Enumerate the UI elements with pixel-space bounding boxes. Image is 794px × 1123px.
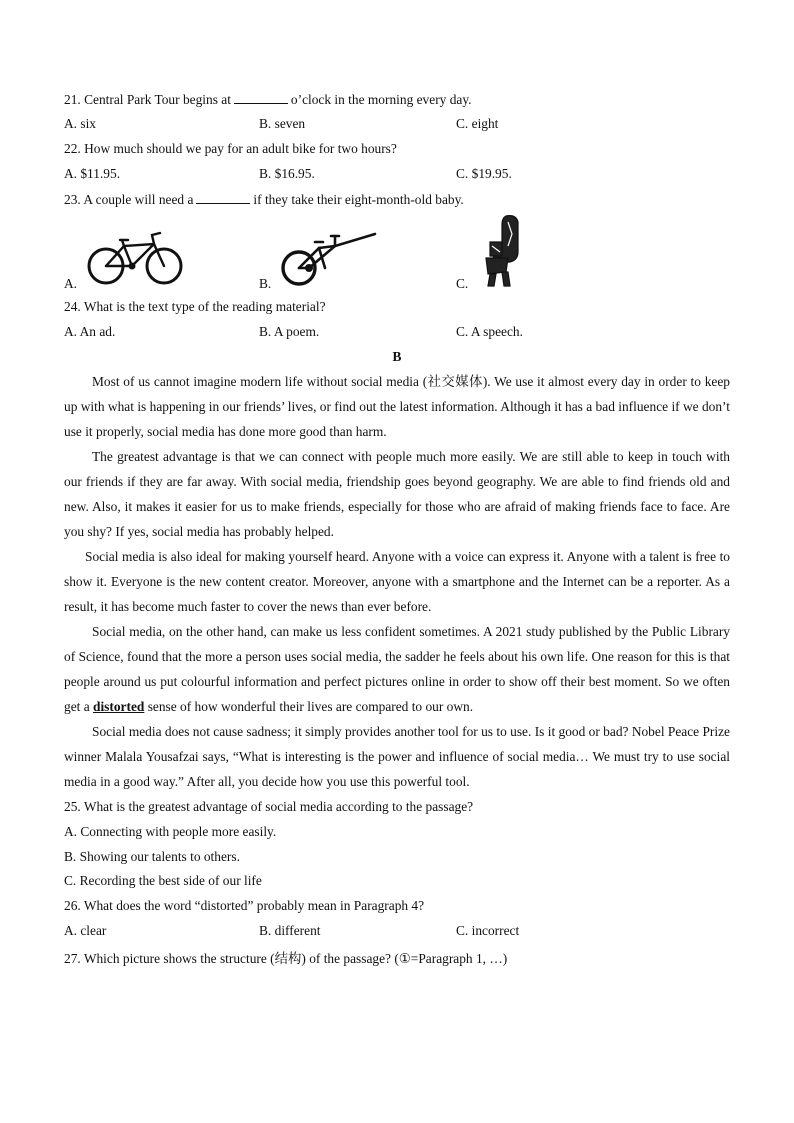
q26-option-b: B. different <box>259 923 321 938</box>
q25-option-a: A. Connecting with people more easily. <box>64 824 277 839</box>
passage-paragraph-3: Social media is also ideal for making yourself heard. Anyone with a voice can express it. Anyone with a talent is free to show it. Everyone is the new content creator. Moreover, anyone with a smartphone and the Internet can be a reporter. As a result, it has become much faster to cover the news than ever before. <box>64 549 730 614</box>
answer-blank <box>234 91 288 104</box>
q26-option-c: C. incorrect <box>456 923 520 938</box>
q24-option-b: B. A poem. <box>259 324 320 339</box>
question-26: 26. What does the word “distorted” probably mean in Paragraph 4? <box>64 898 425 913</box>
keyword-distorted: distorted <box>93 699 145 714</box>
q23-option-c: C. <box>456 276 469 291</box>
question-23-text-start: 23. A couple will need a <box>64 192 194 207</box>
question-27: 27. Which picture shows the structure (结构) of the passage? (①=Paragraph 1, …) <box>64 951 508 966</box>
q25-option-b: B. Showing our talents to others. <box>64 849 240 864</box>
question-25: 25. What is the greatest advantage of social media according to the passage? <box>64 799 474 814</box>
q24-option-c: C. A speech. <box>456 324 523 339</box>
q22-option-b: B. $16.95. <box>259 166 315 181</box>
passage-paragraph-1: Most of us cannot imagine modern life without social media (社交媒体). We use it almost every day in order to keep up with what is happening in our friends’ lives, or find out the latest information. Although it has a bad influence if we don’t use it properly, social media has done more good than harm. <box>64 374 730 439</box>
section-heading: B <box>392 349 402 364</box>
q21-option-c: C. eight <box>456 116 499 131</box>
q26-option-a: A. clear <box>64 923 107 938</box>
passage-paragraph-2: The greatest advantage is that we can connect with people much more easily. We are still able to keep in touch with our friends if they are far away. With social media, friendship goes beyond geography. We are able to find friends old and new. Also, it makes it easier for us to make friends, especially for those who are afraid of making friends face to face. Are you shy? If yes, social media has probably helped. <box>64 449 730 539</box>
q23-option-b: B. <box>259 276 272 291</box>
passage-paragraph-5: Social media does not cause sadness; it simply provides another tool for us to use. Is it good or bad? Nobel Peace Prize winner Malala Yousafzai says, “What is interesting is the power and influence of social media… We must try to use social media in a good way.” After all, you decide how you use this powerful tool. <box>64 724 730 789</box>
question-23-text-end: if they take their eight-month-old baby. <box>253 192 464 207</box>
question-21-text-end: o’clock in the morning every day. <box>290 92 472 107</box>
passage-paragraph-4 <box>64 619 730 719</box>
question-21 <box>64 91 472 108</box>
question-23 <box>64 191 464 208</box>
paragraph-4-text-end: sense of how wonderful their lives are compared to our own. <box>147 699 474 714</box>
question-22: 22. How much should we pay for an adult bike for two hours? <box>64 141 397 156</box>
child-seat-icon <box>476 212 524 288</box>
q22-option-c: C. $19.95. <box>456 166 512 181</box>
q22-option-a: A. $11.95. <box>64 166 121 181</box>
answer-blank <box>196 191 250 204</box>
q21-option-a: A. six <box>64 116 96 131</box>
q25-option-c: C. Recording the best side of our life <box>64 873 262 888</box>
q24-option-a: A. An ad. <box>64 324 116 339</box>
paragraph-4-text-start: Social media, on the other hand, can make us less confident sometimes. A 2021 study published by the Public Library of Science, found that the more a person uses social media, the sadder he feels about his own life. One reason for this is that people around us put colourful information and perfect pictures online in order to show off their best moment. So we often get a <box>64 624 730 714</box>
question-24: 24. What is the text type of the reading material? <box>64 299 326 314</box>
trailer-bike-icon <box>279 228 379 286</box>
q21-option-b: B. seven <box>259 116 306 131</box>
question-21-text-start: 21. Central Park Tour begins at <box>64 92 231 107</box>
bicycle-icon <box>84 230 184 286</box>
q23-option-a: A. <box>64 276 78 291</box>
